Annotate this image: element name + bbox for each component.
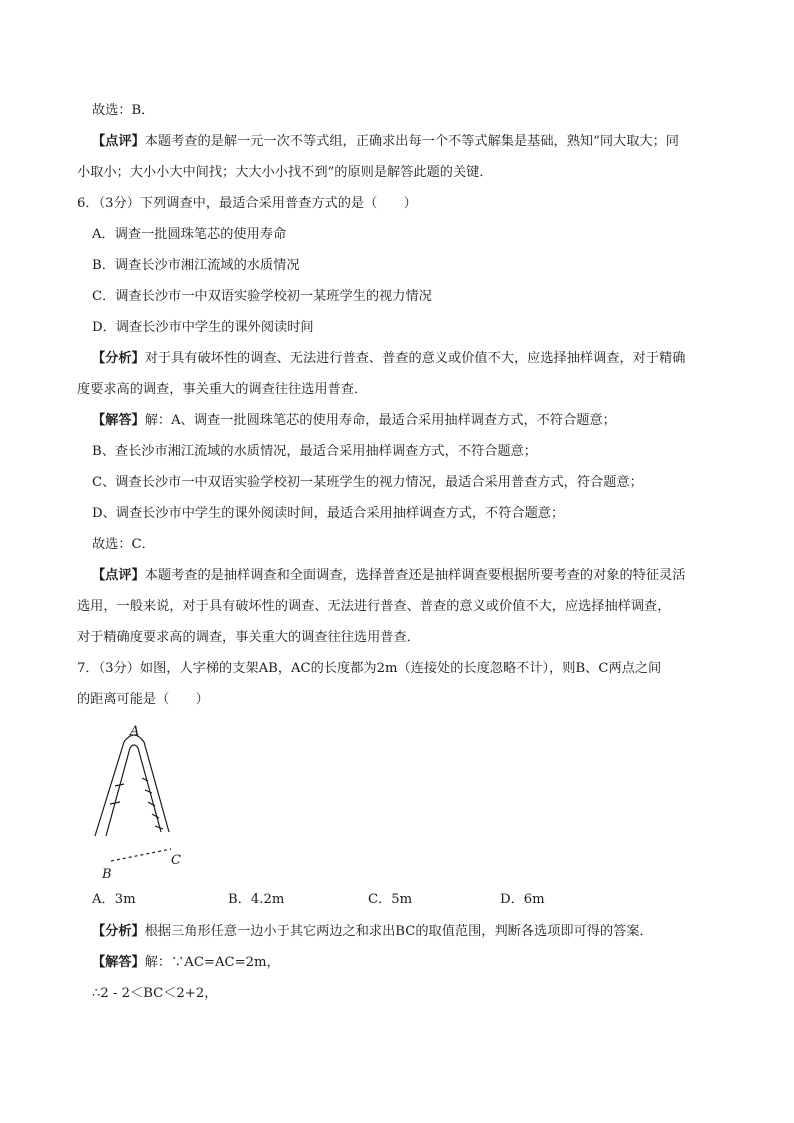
ladder-figure xyxy=(80,718,190,883)
q6-stem: 6．（3分）下列调查中，最适合采用普查方式的是（ ） xyxy=(77,196,417,211)
q7-stem-line-1: 7．（3分）如图，人字梯的支架AB，AC的长度都为2m（连接处的长度忽略不计），则B、C两点之间 xyxy=(77,661,662,676)
q6-analysis-line-2: 度要求高的调查，事关重大的调查往往选用普查． xyxy=(77,382,368,397)
ladder-inner-outline xyxy=(106,745,161,836)
q6-option-d: D．调查长沙市中学生的课外阅读时间 xyxy=(92,320,314,335)
label-a: A xyxy=(130,724,140,739)
q6-review-line-2: 选用，一般来说，对于具有破坏性的调查、无法进行普查、普查的意义或价值不大，应选择抽样调查， xyxy=(77,599,671,614)
review-tag: 【点评】 xyxy=(92,568,145,583)
answer-tag: 【解答】 xyxy=(92,413,145,428)
q6-option-a: A．调查一批圆珠笔芯的使用寿命 xyxy=(92,227,287,242)
q6-review-line-1: 【点评】本题考查的是抽样调查和全面调查，选择普查还是抽样调查要根据所要考查的对象的特征灵活 xyxy=(92,568,686,583)
q7-option-a: A．3m xyxy=(92,892,136,907)
ladder-rung xyxy=(152,814,159,818)
label-b: B xyxy=(102,867,112,882)
q7-option-c: C．5m xyxy=(368,892,413,907)
q6-option-c: C．调查长沙市一中双语实验学校初一某班学生的视力情况 xyxy=(92,289,432,304)
ladder-rung xyxy=(145,790,152,793)
label-c: C xyxy=(171,853,181,868)
q7-option-b: B．4.2m xyxy=(228,892,285,907)
q6-answer-line-4: D、调查长沙市中学生的课外阅读时间，最适合采用抽样调查方式，不符合题意； xyxy=(92,506,565,521)
q6-answer-line-2: B、查长沙市湘江流域的水质情况，最适合采用抽样调查方式，不符合题意； xyxy=(92,444,537,459)
q7-answer-line-2: ∴2 - 2＜BC＜2+2， xyxy=(92,986,218,1001)
q7-option-d: D．6m xyxy=(500,892,545,907)
segment-bc-dashed xyxy=(111,849,171,861)
q6-choice: 故选：C． xyxy=(92,537,155,552)
q7-analysis-line-1: 【分析】根据三角形任意一边小于其它两边之和求出BC的取值范围，判断各选项即可得的答案． xyxy=(92,924,653,939)
prev-choice: 故选：B． xyxy=(92,103,155,118)
q7-stem-line-2: 的距离可能是（ ） xyxy=(77,692,209,707)
q7-answer-line-1: 【解答】解：∵AC=AC=2m， xyxy=(92,955,280,970)
q6-answer-line-1: 【解答】解：A、调查一批圆珠笔芯的使用寿命，最适合采用抽样调查方式，不符合题意； xyxy=(92,413,616,428)
analysis-tag: 【分析】 xyxy=(92,924,145,939)
answer-tag: 【解答】 xyxy=(92,955,145,970)
prev-review-line-1: 【点评】本题考查的是解一元一次不等式组，正确求出每一个不等式解集是基础，熟知“同大取大；同 xyxy=(92,134,679,149)
review-tag: 【点评】 xyxy=(92,134,145,149)
analysis-tag: 【分析】 xyxy=(92,351,145,366)
q6-answer-line-3: C、调查长沙市一中双语实验学校初一某班学生的视力情况，最适合采用普查方式，符合题意； xyxy=(92,475,643,490)
q6-analysis-line-1: 【分析】对于具有破坏性的调查、无法进行普查、普查的意义或价值不大，应选择抽样调查，对于精确 xyxy=(92,351,686,366)
q6-review-line-3: 对于精确度要求高的调查，事关重大的调查往往选用普查． xyxy=(77,630,420,645)
prev-review-line-2: 小取小；大小小大中间找；大大小小找不到”的原则是解答此题的关键． xyxy=(77,165,493,180)
q6-option-b: B．调查长沙市湘江流域的水质情况 xyxy=(92,258,300,273)
